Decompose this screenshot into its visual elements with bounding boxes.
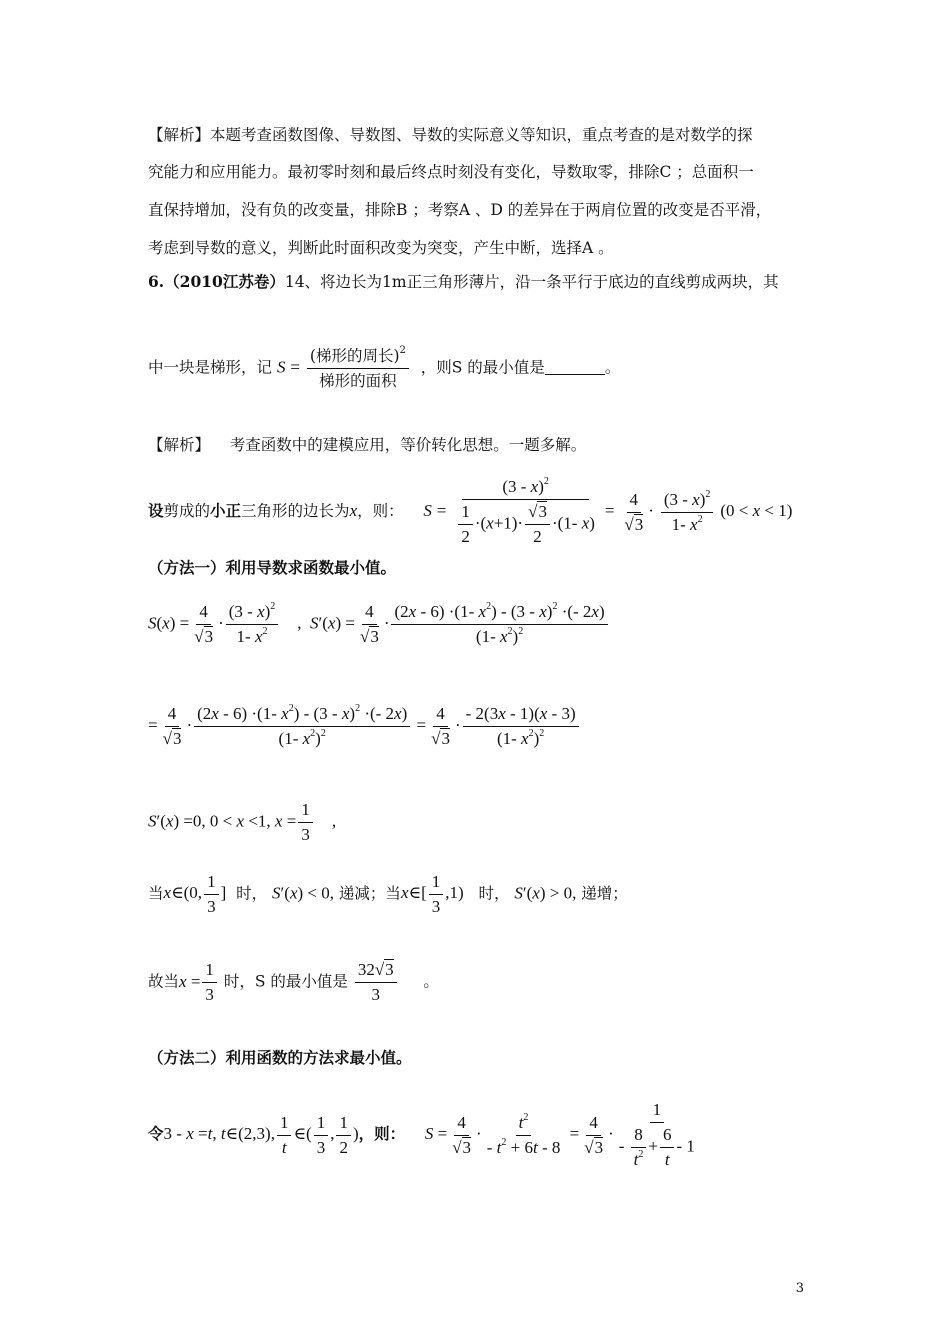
- critical-point-line: S′(x) =0, 0 < x <1, x = $\frac{1}{3}$ ,: [148, 800, 337, 844]
- method1-derivative-line: S(x) = $\frac{4}{√3}$ · $\frac{(3 - x)^2}{1- x^2}$ , S′(x) = $\frac{4}{√3}$ · $\frac{(2x - 6) \cdot(1- x^2) - (3 - x)^2 \cdot(- 2x)}{(1- x^2)^2}$: [148, 602, 610, 647]
- problem-line-2: 中一块是梯形，记 S = $\frac{(梯形的周长)^2}{\text{梯形的面积}}$ ，则S 的最小值是 。: [148, 345, 621, 390]
- page-number: 3: [795, 1281, 804, 1296]
- monotonic-line: 当x∈(0, $\frac{1}{3}$ ] 时， S′(x) < 0, 递减；当x∈[ $\frac{1}{3}$ ,1) 时， S′(x) > 0, 递增；: [148, 872, 628, 916]
- s-definition-fraction: $\frac{(梯形的周长)^2}{\text{梯形的面积}}$: [307, 346, 409, 391]
- problem-number: 6.（2010江苏卷）: [148, 272, 285, 291]
- method2-title: （方法二）利用函数的方法求最小值。: [148, 1048, 412, 1067]
- analysis-line-4: 考虑到导数的意义，判断此时面积改变为突变，产生中断，选择A 。: [148, 239, 614, 257]
- analysis-line-3: 直保持增加，没有负的改变量，排除B ；考察A 、D 的差异在于两肩位置的改变是否平滑，: [148, 201, 772, 219]
- problem-header: [148, 270, 779, 294]
- analysis-line-2: 究能力和应用能力。最初零时刻和最后终点时刻没有变化，导数取零，排除C ；总面积一: [148, 163, 754, 181]
- problem-text: 14、将边长为1m正三角形薄片，沿一条平行于底边的直线剪成两块，其: [284, 273, 779, 291]
- analysis-line-1: 【解析】本题考查函数图像、导数图、导数的实际意义等知识，重点考查的是对数学的探: [148, 126, 753, 144]
- method2-substitution-line: 令3 - x =t, t∈(2,3), $\frac{1}{t}$ ∈( $\frac{1}{3}$ , $\frac{1}{2}$ )，则： S = $\frac{4}{√3}$ · $\frac{t^2}{- t^2 + 6t - 8}$ = $\frac{4}{√3}$ · 1 - $\frac{8}{t^2}$ + $\frac{6}{t}$ - 1: [148, 1100, 695, 1169]
- answer-blank: [545, 360, 605, 375]
- method1-simplify-line: = $\frac{4}{√3}$ · $\frac{(2x - 6) \cdot(1- x^2) - (3 - x)^2 \cdot(- 2x)}{(1- x^2)^2}$ = $\frac{4}{√3}$ · $\frac{- 2(3x - 1)(x - 3)}{(1- x^2)^2}$: [148, 704, 581, 749]
- conclusion-line: 故当x = $\frac{1}{3}$ 时，S 的最小值是 $\frac{32√3}{3}$ 。: [148, 960, 439, 1005]
- setup-line: 设剪成的小正三角形的边长为x，则： S = (3 - x)$^2$ $\frac{1}{2}$ ·(x+1)· $\frac{√3}{2}$ ·(1- x) = $\frac{4}{√3}$ · $\frac{(3 - x)^2}{1- x^2}$ (0 < x < 1): [148, 476, 793, 546]
- analysis2-header: 【解析】 考查函数中的建模应用，等价转化思想。一题多解。: [148, 436, 587, 454]
- method1-title: （方法一）利用导数求函数最小值。: [148, 558, 397, 577]
- setup-fraction: (3 - x)$^2$ $\frac{1}{2}$ ·(x+1)· $\frac{√3}{2}$ ·(1- x): [453, 477, 598, 547]
